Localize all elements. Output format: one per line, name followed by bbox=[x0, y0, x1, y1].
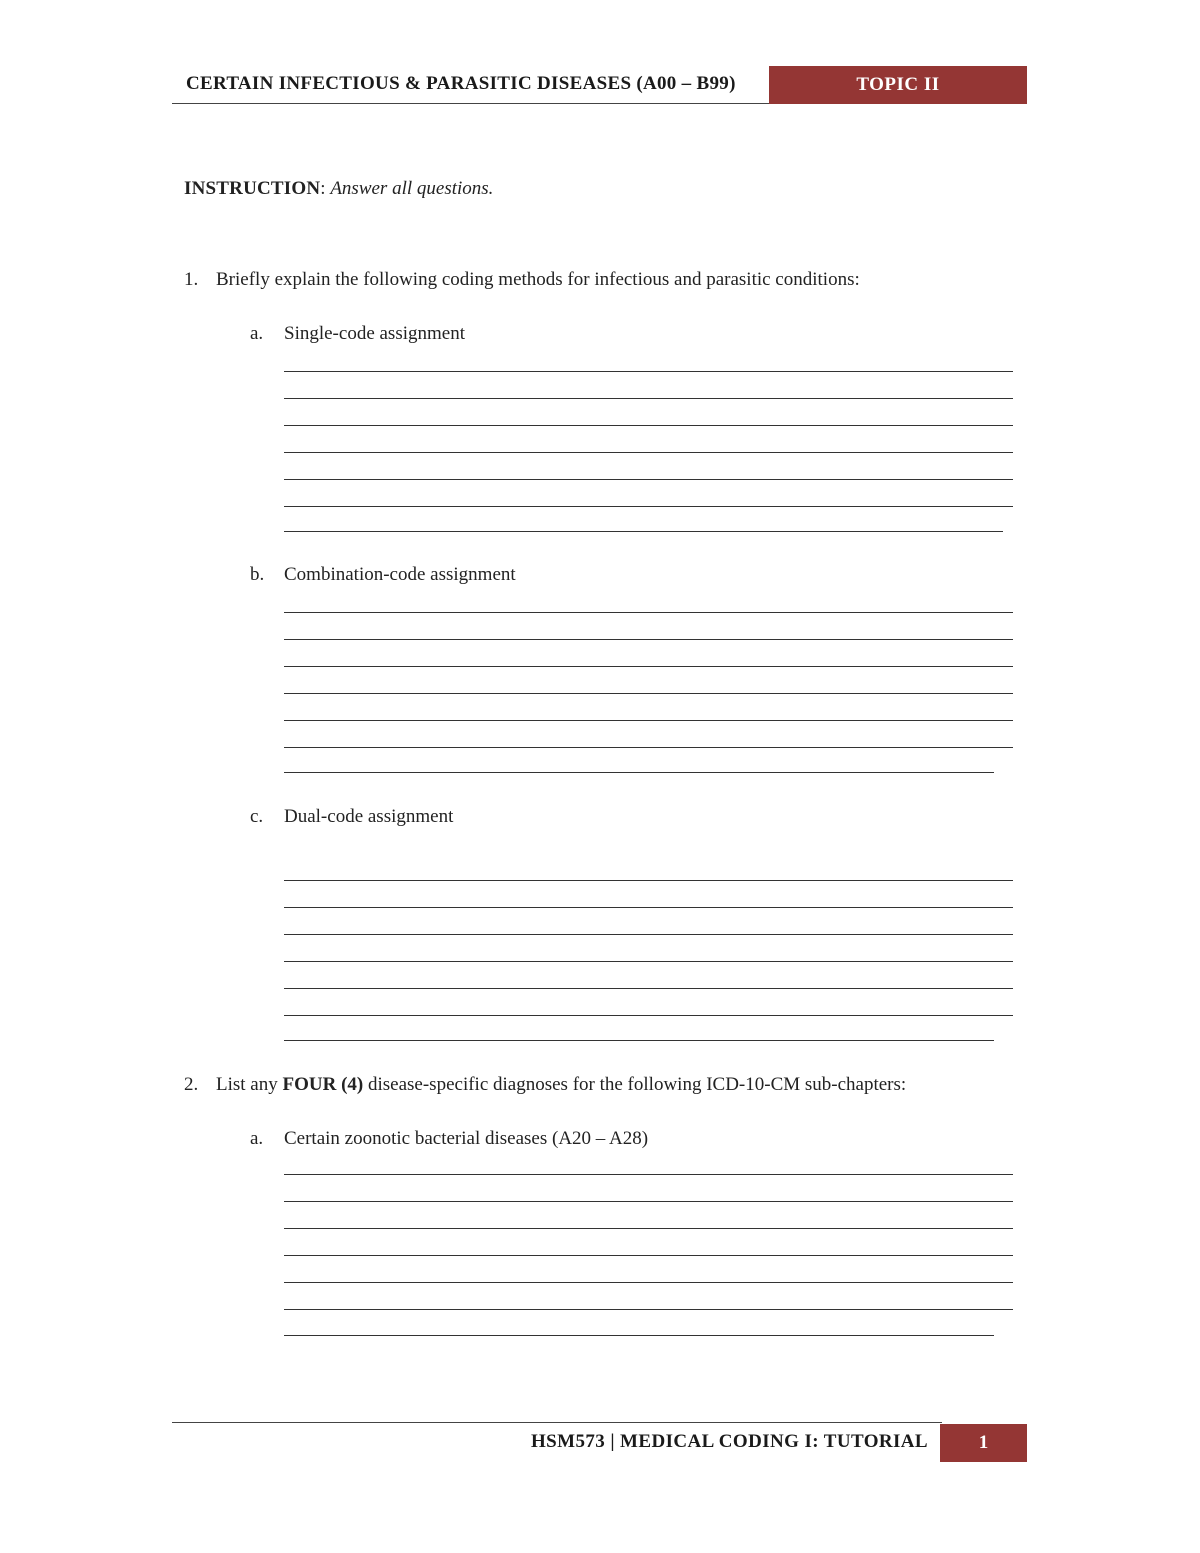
item-text: Certain zoonotic bacterial diseases (A20 – A28) bbox=[284, 1128, 649, 1149]
header-rule bbox=[172, 103, 770, 104]
question-text-bold: FOUR (4) bbox=[282, 1074, 364, 1095]
answer-line[interactable] bbox=[284, 531, 1003, 532]
question-number: 2. bbox=[184, 1074, 199, 1095]
instruction-separator: : bbox=[320, 178, 331, 199]
answer-line[interactable] bbox=[284, 907, 1013, 908]
topic-badge: TOPIC II bbox=[769, 66, 1027, 104]
answer-line[interactable] bbox=[284, 452, 1013, 453]
question-number: 1. bbox=[184, 269, 199, 290]
question-1a bbox=[250, 323, 850, 347]
question-text bbox=[216, 1074, 906, 1096]
answer-line[interactable] bbox=[284, 612, 1013, 613]
question-text-before: List any bbox=[216, 1074, 283, 1095]
answer-line[interactable] bbox=[284, 398, 1013, 399]
answer-line[interactable] bbox=[284, 720, 1013, 721]
question-1 bbox=[184, 269, 984, 293]
answer-line[interactable] bbox=[284, 1040, 994, 1041]
answer-line[interactable] bbox=[284, 961, 1013, 962]
answer-line[interactable] bbox=[284, 479, 1013, 480]
footer-rule bbox=[172, 1422, 942, 1423]
answer-line[interactable] bbox=[284, 371, 1013, 372]
answer-line[interactable] bbox=[284, 639, 1013, 640]
answer-line[interactable] bbox=[284, 1228, 1013, 1229]
answer-line[interactable] bbox=[284, 1201, 1013, 1202]
answer-line[interactable] bbox=[284, 1335, 994, 1336]
instruction bbox=[184, 178, 493, 200]
footer-title: HSM573 | MEDICAL CODING I: TUTORIAL bbox=[530, 1431, 928, 1452]
item-letter: a. bbox=[250, 323, 264, 344]
item-letter: a. bbox=[250, 1128, 264, 1149]
item-text: Single-code assignment bbox=[284, 323, 465, 344]
answer-line[interactable] bbox=[284, 1309, 1013, 1310]
item-text: Combination-code assignment bbox=[284, 564, 516, 585]
answer-line[interactable] bbox=[284, 880, 1013, 881]
answer-line[interactable] bbox=[284, 1255, 1013, 1256]
question-1c bbox=[250, 806, 850, 830]
answer-line[interactable] bbox=[284, 772, 994, 773]
header-title: CERTAIN INFECTIOUS & PARASITIC DISEASES (A00 – B99) bbox=[186, 73, 736, 94]
question-1b bbox=[250, 564, 850, 588]
answer-line[interactable] bbox=[284, 747, 1013, 748]
answer-line[interactable] bbox=[284, 666, 1013, 667]
item-letter: b. bbox=[250, 564, 265, 585]
answer-line[interactable] bbox=[284, 506, 1013, 507]
instruction-label: INSTRUCTION bbox=[184, 178, 321, 199]
item-letter: c. bbox=[250, 806, 264, 827]
question-2a bbox=[250, 1128, 850, 1152]
answer-line[interactable] bbox=[284, 425, 1013, 426]
answer-line[interactable] bbox=[284, 988, 1013, 989]
question-text-after: disease-specific diagnoses for the following ICD-10-CM sub-chapters: bbox=[363, 1074, 907, 1095]
answer-line[interactable] bbox=[284, 693, 1013, 694]
answer-line[interactable] bbox=[284, 934, 1013, 935]
item-text: Dual-code assignment bbox=[284, 806, 454, 827]
answer-line[interactable] bbox=[284, 1015, 1013, 1016]
answer-line[interactable] bbox=[284, 1282, 1013, 1283]
instruction-text: Answer all questions. bbox=[330, 178, 494, 199]
question-2 bbox=[184, 1074, 984, 1098]
answer-line[interactable] bbox=[284, 1174, 1013, 1175]
page-number: 1 bbox=[940, 1424, 1027, 1462]
question-text: Briefly explain the following coding methods for infectious and parasitic conditions: bbox=[216, 269, 860, 290]
